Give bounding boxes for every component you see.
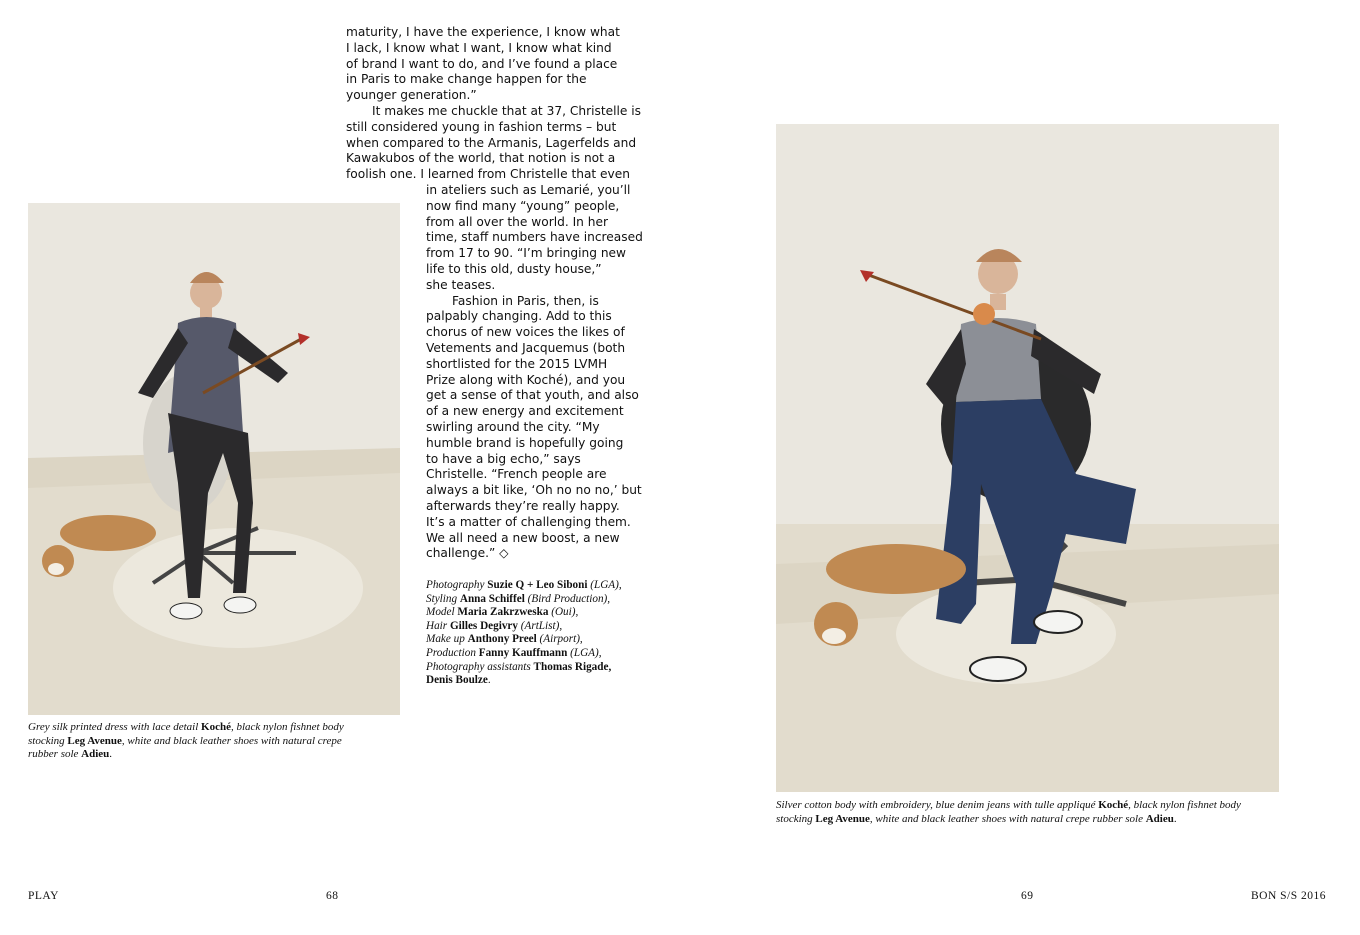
article-line: Kawakubos of the world, that notion is not a bbox=[346, 151, 616, 166]
credit-model: Model Maria Zakrzweska (Oui), bbox=[426, 606, 579, 619]
article-line: get a sense of that youth, and also bbox=[426, 388, 639, 403]
credit-makeup: Make up Anthony Preel (Airport), bbox=[426, 633, 583, 646]
photo-caption-left: Grey silk printed dress with lace detail Koché, black nylon fishnet body stocking Leg Avenue, white and black leather shoes with natural crepe rubber sole Adieu. bbox=[28, 721, 344, 761]
article-line: still considered young in fashion terms – but bbox=[346, 119, 617, 134]
magazine-issue: BON S/S 2016 bbox=[1251, 890, 1327, 902]
article-column-1 bbox=[346, 25, 646, 183]
article-line: chorus of new voices the likes of bbox=[426, 325, 625, 340]
article-column-2 bbox=[426, 183, 646, 562]
article-line: time, staff numbers have increased bbox=[426, 230, 643, 245]
article-line: from all over the world. In her bbox=[426, 214, 609, 229]
credit-photography: Photography Suzie Q + Leo Siboni (LGA), bbox=[426, 579, 622, 591]
credit-hair: Hair Gilles Degivry (ArtList), bbox=[426, 619, 563, 632]
article-line: afterwards they’re really happy. bbox=[426, 498, 620, 513]
article-line: palpably changing. Add to this bbox=[426, 309, 612, 324]
article-line: she teases. bbox=[426, 277, 496, 292]
credit-assistants-cont: Denis Boulze. bbox=[426, 674, 491, 687]
article-line: swirling around the city. “My bbox=[426, 419, 600, 434]
article-line: of a new energy and excitement bbox=[426, 404, 624, 419]
credit-assistants: Photography assistants Thomas Rigade, bbox=[426, 660, 612, 673]
article-line: now find many “young” people, bbox=[426, 198, 620, 213]
credit-production: Production Fanny Kauffmann (LGA), bbox=[426, 646, 602, 659]
article-line: foolish one. I learned from Christelle that even bbox=[346, 167, 630, 182]
photo-caption-right: Silver cotton body with embroidery, blue denim jeans with tulle appliqué Koché, black nylon fishnet body stocking Leg Avenue, white and black leather shoes with natural crepe rubber sole Adieu. bbox=[776, 799, 1241, 825]
article-line: when compared to the Armanis, Lagerfelds and bbox=[346, 135, 637, 150]
article-line: I lack, I know what I want, I know what kind bbox=[346, 40, 612, 55]
fashion-photo-right bbox=[776, 124, 1279, 792]
article-line: of brand I want to do, and I’ve found a place bbox=[346, 56, 618, 71]
credit-styling: Styling Anna Schiffel (Bird Production), bbox=[426, 592, 611, 605]
page-number-right: 69 bbox=[1021, 890, 1034, 902]
article-line: challenge.” ◇ bbox=[426, 546, 509, 561]
photo-illustration bbox=[776, 124, 1279, 792]
article-line: life to this old, dusty house,” bbox=[426, 261, 602, 276]
page-number-left: 68 bbox=[326, 890, 339, 902]
article-line: Vetements and Jacquemus (both bbox=[426, 340, 626, 355]
article-line: Christelle. “French people are bbox=[426, 467, 607, 482]
section-label: PLAY bbox=[28, 890, 59, 902]
photo-credits bbox=[426, 579, 656, 688]
photo-illustration bbox=[28, 203, 400, 715]
article-line: Prize along with Koché), and you bbox=[426, 372, 626, 387]
article-line: maturity, I have the experience, I know what bbox=[346, 25, 620, 39]
article-line: Fashion in Paris, then, is bbox=[452, 293, 599, 308]
article-line: younger generation.” bbox=[346, 88, 477, 103]
article-line: always a bit like, ‘Oh no no no,’ but bbox=[426, 483, 642, 498]
article-line: shortlisted for the 2015 LVMH bbox=[426, 356, 608, 371]
article-line: humble brand is hopefully going bbox=[426, 435, 624, 450]
fashion-photo-left bbox=[28, 203, 400, 715]
article-line: in Paris to make change happen for the bbox=[346, 72, 587, 87]
article-line: in ateliers such as Lemarié, you’ll bbox=[426, 183, 631, 197]
article-line: to have a big echo,” says bbox=[426, 451, 581, 466]
article-line: from 17 to 90. “I’m bringing new bbox=[426, 246, 627, 261]
article-line: It’s a matter of challenging them. bbox=[426, 514, 631, 529]
article-line: We all need a new boost, a new bbox=[426, 530, 620, 545]
article-line: It makes me chuckle that at 37, Christelle is bbox=[372, 103, 641, 118]
